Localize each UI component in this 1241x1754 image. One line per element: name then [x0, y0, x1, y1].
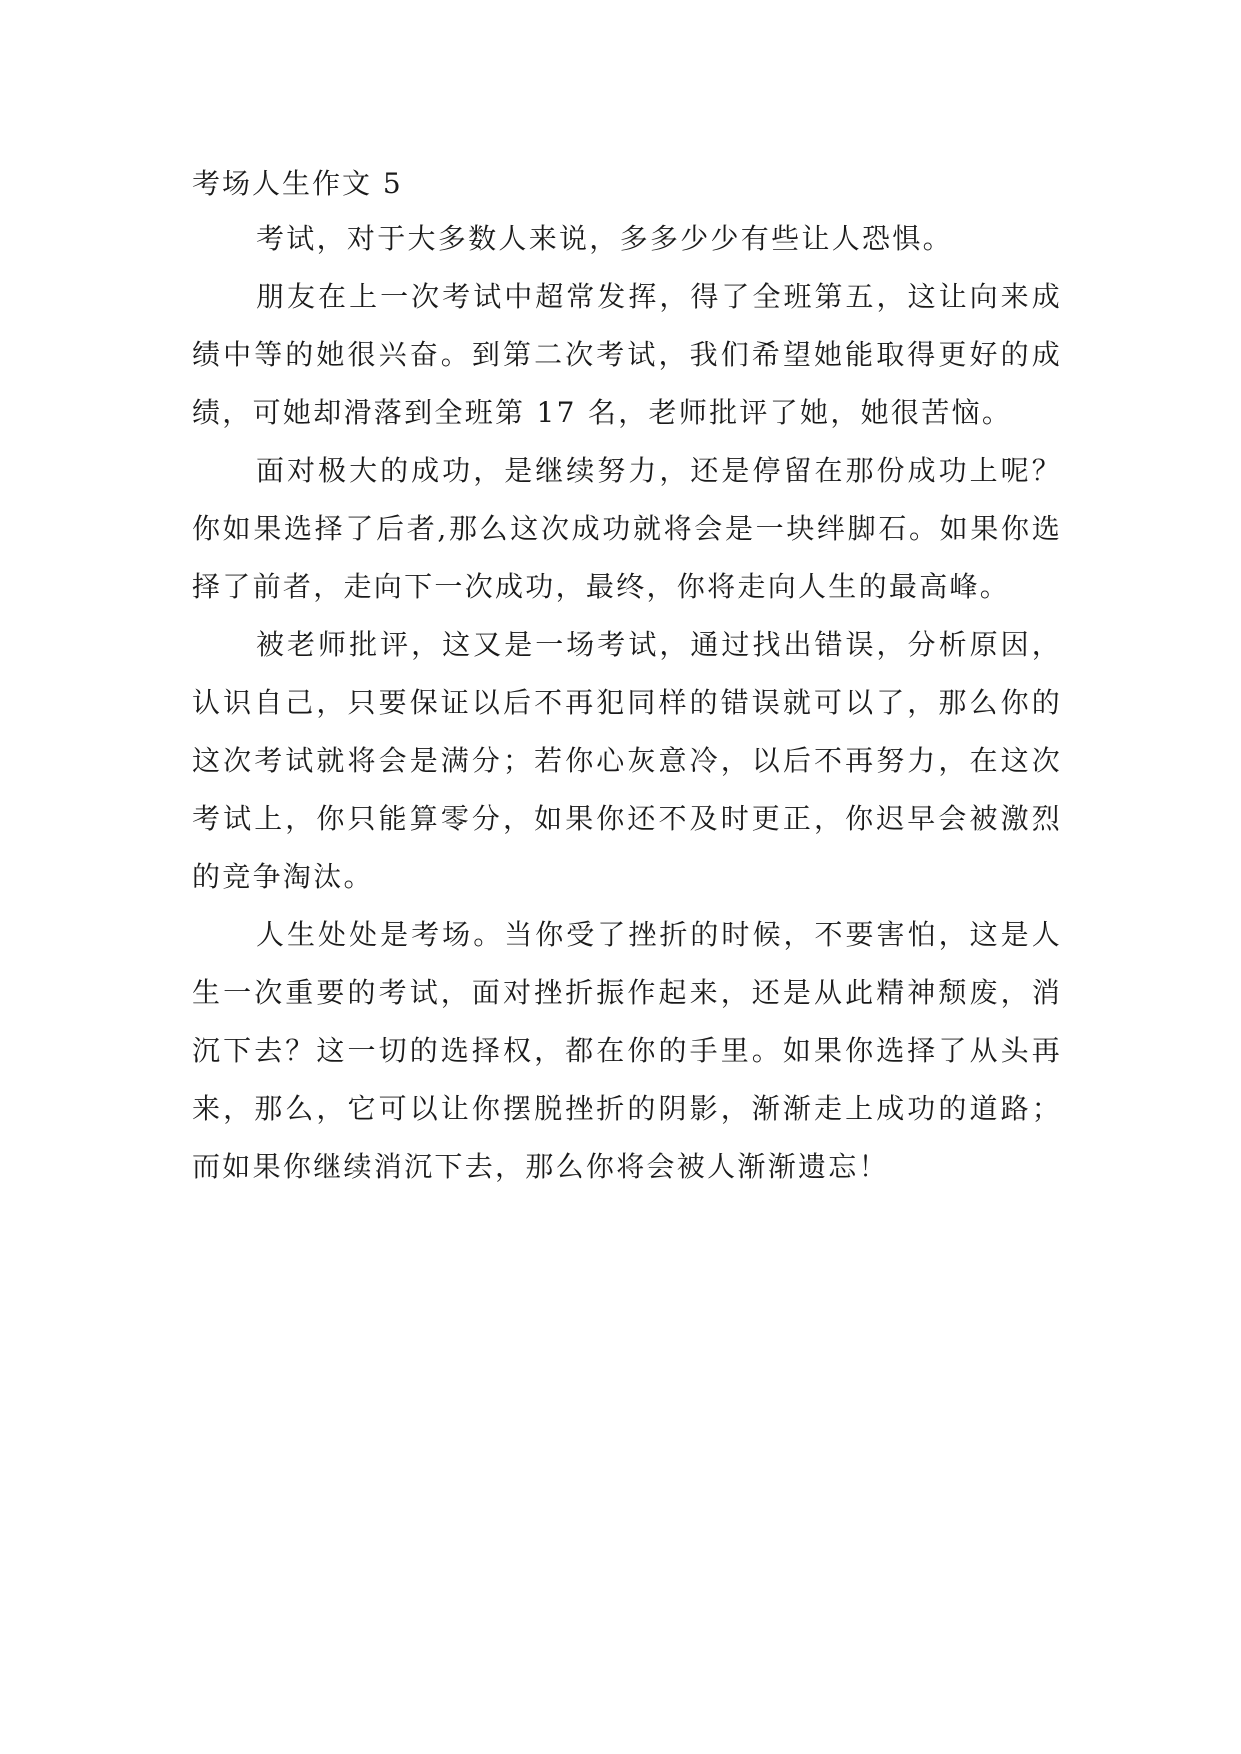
- paragraph-2: 朋友在上一次考试中超常发挥，得了全班第五，这让向来成绩中等的她很兴奋。到第二次考试，我们希望她能取得更好的成绩，可她却滑落到全班第 17 名，老师批评了她，她很苦恼。: [192, 280, 1062, 429]
- paragraph-3: 面对极大的成功，是继续努力，还是停留在那份成功上呢？你如果选择了后者,那么这次成功就将会是一块绊脚石。如果你选择了前者，走向下一次成功，最终，你将走向人生的最高峰。: [192, 454, 1062, 603]
- paragraph-5: 人生处处是考场。当你受了挫折的时候，不要害怕，这是人生一次重要的考试，面对挫折振作起来，还是从此精神颓废，消沉下去？这一切的选择权，都在你的手里。如果你选择了从头再来，那么，它可以让你摆脱挫折的阴影，渐渐走上成功的道路；而如果你继续消沉下去，那么你将会被人渐渐遗忘！: [192, 918, 1062, 1183]
- document-title: 考场人生作文 5: [192, 167, 403, 200]
- paragraph-1: 考试，对于大多数人来说，多多少少有些让人恐惧。: [256, 222, 953, 255]
- paragraph-4: 被老师批评，这又是一场考试，通过找出错误，分析原因，认识自己，只要保证以后不再犯同样的错误就可以了，那么你的这次考试就将会是满分；若你心灰意冷，以后不再努力，在这次考试上，你只能算零分，如果你还不及时更正，你迟早会被激烈的竞争淘汰。: [192, 628, 1062, 893]
- document-body: [192, 158, 1062, 1196]
